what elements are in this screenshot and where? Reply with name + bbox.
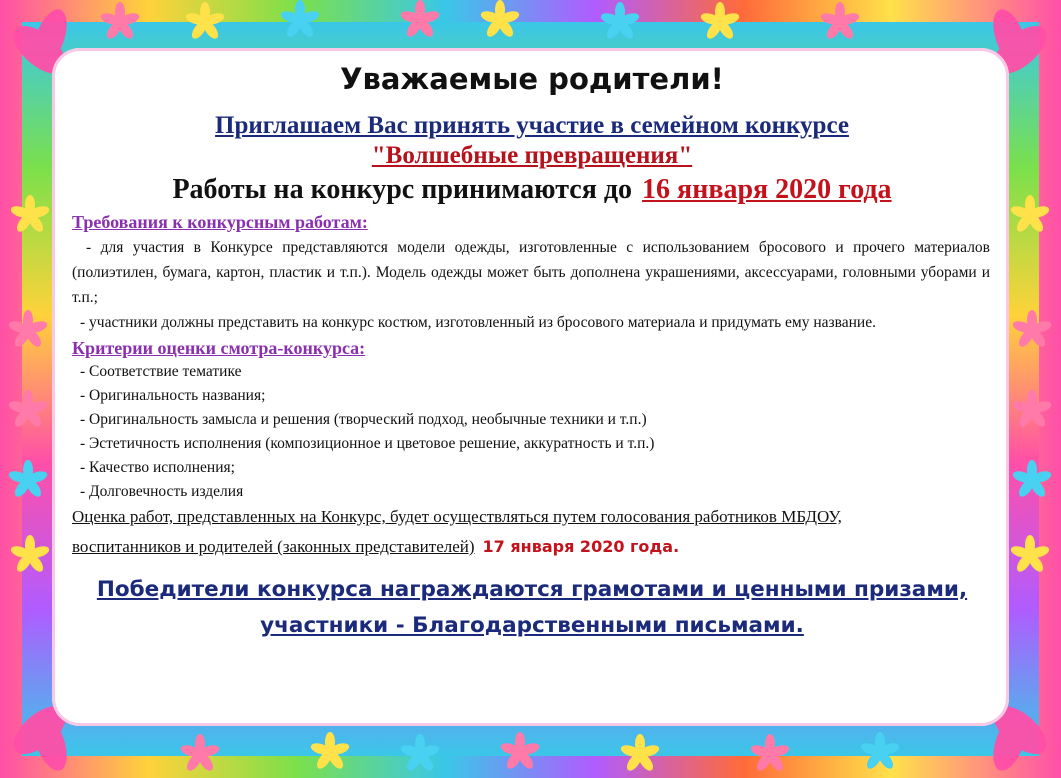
invitation-line: Приглашаем Вас принять участие в семейном конкурсе	[215, 112, 849, 139]
requirements-paragraph-2: - участники должны представить на конкурс костюм, изготовленный из бросового материала и придумать ему название.	[80, 314, 876, 331]
deadline-line	[72, 174, 992, 206]
winners-line-2: участники - Благодарственными письмами.	[260, 613, 804, 638]
evaluation-line-2: воспитанников и родителей (законных представителей)	[72, 537, 475, 556]
criteria-item: - Соответствие тематике	[80, 363, 242, 380]
criteria-item: - Качество исполнения;	[80, 459, 235, 476]
evaluation-text	[72, 502, 992, 562]
requirements-paragraph-1: - для участия в Конкурсе представляются модели одежды, изготовленные с использованием бросового и прочего материалов (полиэтилен, бумага, картон, пластик и т.п.). Модель одежды может быть дополнена украшениями, аксессуарами, головными уборами и т.п.;	[72, 239, 990, 306]
criteria-item: - Эстетичность исполнения (композиционное и цветовое решение, аккуратность и т.п.)	[80, 435, 655, 452]
deadline-prefix: Работы на конкурс принимаются до	[172, 174, 633, 205]
deadline-date: 16 января 2020 года	[642, 174, 892, 205]
evaluation-line-1: Оценка работ, представленных на Конкурс, будет осуществляться путем голосования работников МБДОУ,	[72, 507, 842, 526]
evaluation-date: 17 января 2020 года.	[482, 537, 680, 556]
winners-line-1: Победители конкурса награждаются грамотами и ценными призами,	[96, 577, 968, 602]
criteria-item: - Оригинальность замысла и решения (творческий подход, необычные техники и т.п.)	[80, 411, 647, 428]
requirements-title: Требования к конкурсным работам:	[72, 212, 368, 232]
contest-name: "Волшебные превращения"	[371, 142, 693, 169]
criteria-title: Критерии оценки смотра-конкурса:	[72, 338, 366, 358]
criteria-item: - Оригинальность названия;	[80, 387, 266, 404]
winners-announcement	[72, 572, 992, 644]
criteria-item: - Долговечность изделия	[80, 483, 244, 500]
page-title: Уважаемые родители!	[340, 62, 724, 96]
